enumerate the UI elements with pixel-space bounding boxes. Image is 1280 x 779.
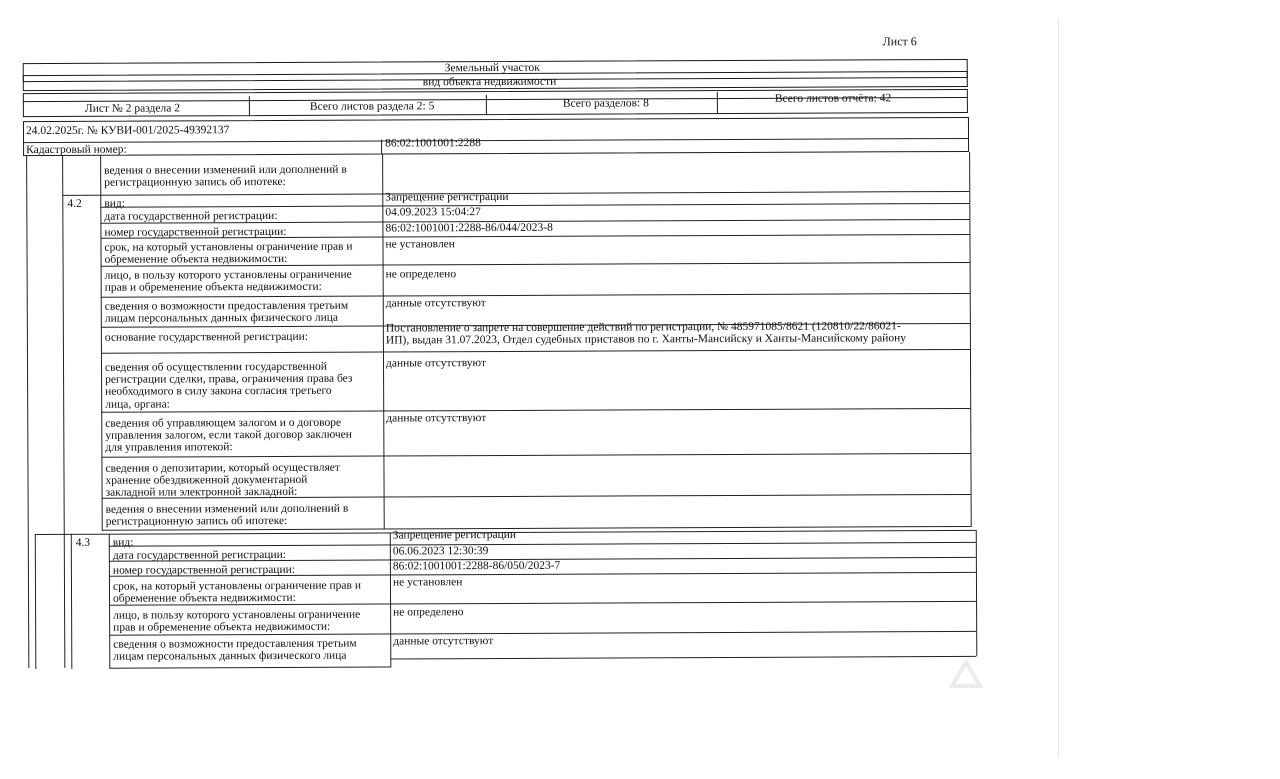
enc2-date-label: дата государственной регистрации: — [112, 548, 287, 562]
enc1-term-label: срок, на который установлены ограничение прав и обременение объекта недвижимости: — [104, 240, 353, 266]
watermark-logo-icon — [948, 656, 984, 692]
object-title: Земельный участок — [444, 61, 540, 75]
enc2-person-value: не определено — [393, 606, 464, 619]
enc1-pd-value: данные отсутствуют — [385, 297, 486, 310]
cadastral-number: 86:02:1001001:2288 — [385, 137, 481, 150]
enc1-change-label: ведения о внесении изменений или дополнений в регистрационную запись об ипотеке: — [105, 502, 349, 528]
enc1-kind-label: вид: — [104, 197, 125, 210]
enc2-pd-label: сведения о возможности предоставления третьим лицам персональных данных физического лица — [113, 637, 357, 663]
enc1-person-label: лицо, в пользу которого установлены ограничение прав и обременение объекта недвижимости: — [104, 268, 352, 294]
enc1-deal-label: сведения об осуществлении государственной регистрации сделки, права, ограничения права без необходимого в силу закона согласия третьего лица, органа: — [105, 360, 353, 411]
enc1-depositary-label: сведения о депозитарии, который осуществляет хранение обездвиженной документарной закладной или электронной закладной: — [105, 461, 340, 500]
meta-total-sheets-report: Всего листов отчёта: 42 — [774, 92, 892, 105]
enc2-term-value: не установлен — [392, 576, 463, 589]
cadastral-label: Кадастровый номер: — [26, 143, 127, 157]
enc1-number-label: номер государственной регистрации: — [104, 225, 287, 239]
encumbrance-2-number: 4.3 — [75, 536, 91, 549]
enc1-manager-value: данные отсутствуют — [386, 412, 487, 425]
enc1-term-value: не установлен — [385, 238, 455, 251]
encumbrance-1-number: 4.2 — [67, 197, 82, 210]
enc1-manager-label: сведения об управляющем залогом и о договоре управления залогом, если такой договор заключен для управления ипотекой: — [105, 416, 352, 455]
enc2-term-label: срок, на который установлены ограничение прав и обременение объекта недвижимости: — [112, 579, 362, 605]
enc2-kind-label: вид: — [112, 536, 134, 549]
enc1-date-label: дата государственной регистрации: — [104, 209, 278, 223]
enc2-kind-value: Запрещение регистрации — [392, 528, 517, 542]
enc2-number-label: номер государственной регистрации: — [112, 563, 295, 577]
object-subtitle: вид объекта недвижимости — [422, 75, 557, 89]
enc2-pd-value: данные отсутствуют — [393, 635, 494, 648]
extract-reference: 24.02.2025г. № КУВИ-001/2025-49392137 — [25, 124, 230, 138]
meta-total-sheets-section: Всего листов раздела 2: 5 — [309, 100, 435, 113]
enc1-kind-value: Запрещение регистрации — [385, 190, 509, 204]
enc1-pd-label: сведения о возможности предоставления третьим лицам персональных данных физического лица — [104, 299, 349, 325]
top-change-label: ведения о внесении изменений или дополнений в регистрационную запись об ипотеке: — [104, 163, 347, 189]
enc1-date-value: 04.09.2023 15:04:27 — [385, 206, 481, 219]
enc1-basis-label: основание государственной регистрации: — [104, 330, 308, 344]
enc1-basis-value: Постановление о запрете на совершение действий по регистрации, № 485971085/8621 (120810/22/86021- ИП), выдан 31.07.2023, Отдел судебных приставов по г. Ханты-Мансийску и Ханты-Мансийскому району — [385, 320, 907, 347]
enc1-number-value: 86:02:1001001:2288-86/044/2023-8 — [385, 221, 553, 235]
enc1-deal-value: данные отсутствуют — [385, 357, 487, 370]
enc1-person-value: не определено — [385, 268, 457, 281]
enc2-number-value: 86:02:1001001:2288-86/050/2023-7 — [392, 559, 561, 573]
enc2-date-value: 06.06.2023 12:30:39 — [392, 545, 489, 558]
sheet-number: Лист 6 — [882, 34, 917, 49]
meta-total-sections: Всего разделов: 8 — [562, 97, 649, 110]
meta-sheet-section: Лист № 2 раздела 2 — [84, 102, 180, 115]
enc2-person-label: лицо, в пользу которого установлены ограничение прав и обременение объекта недвижимости: — [113, 608, 361, 634]
